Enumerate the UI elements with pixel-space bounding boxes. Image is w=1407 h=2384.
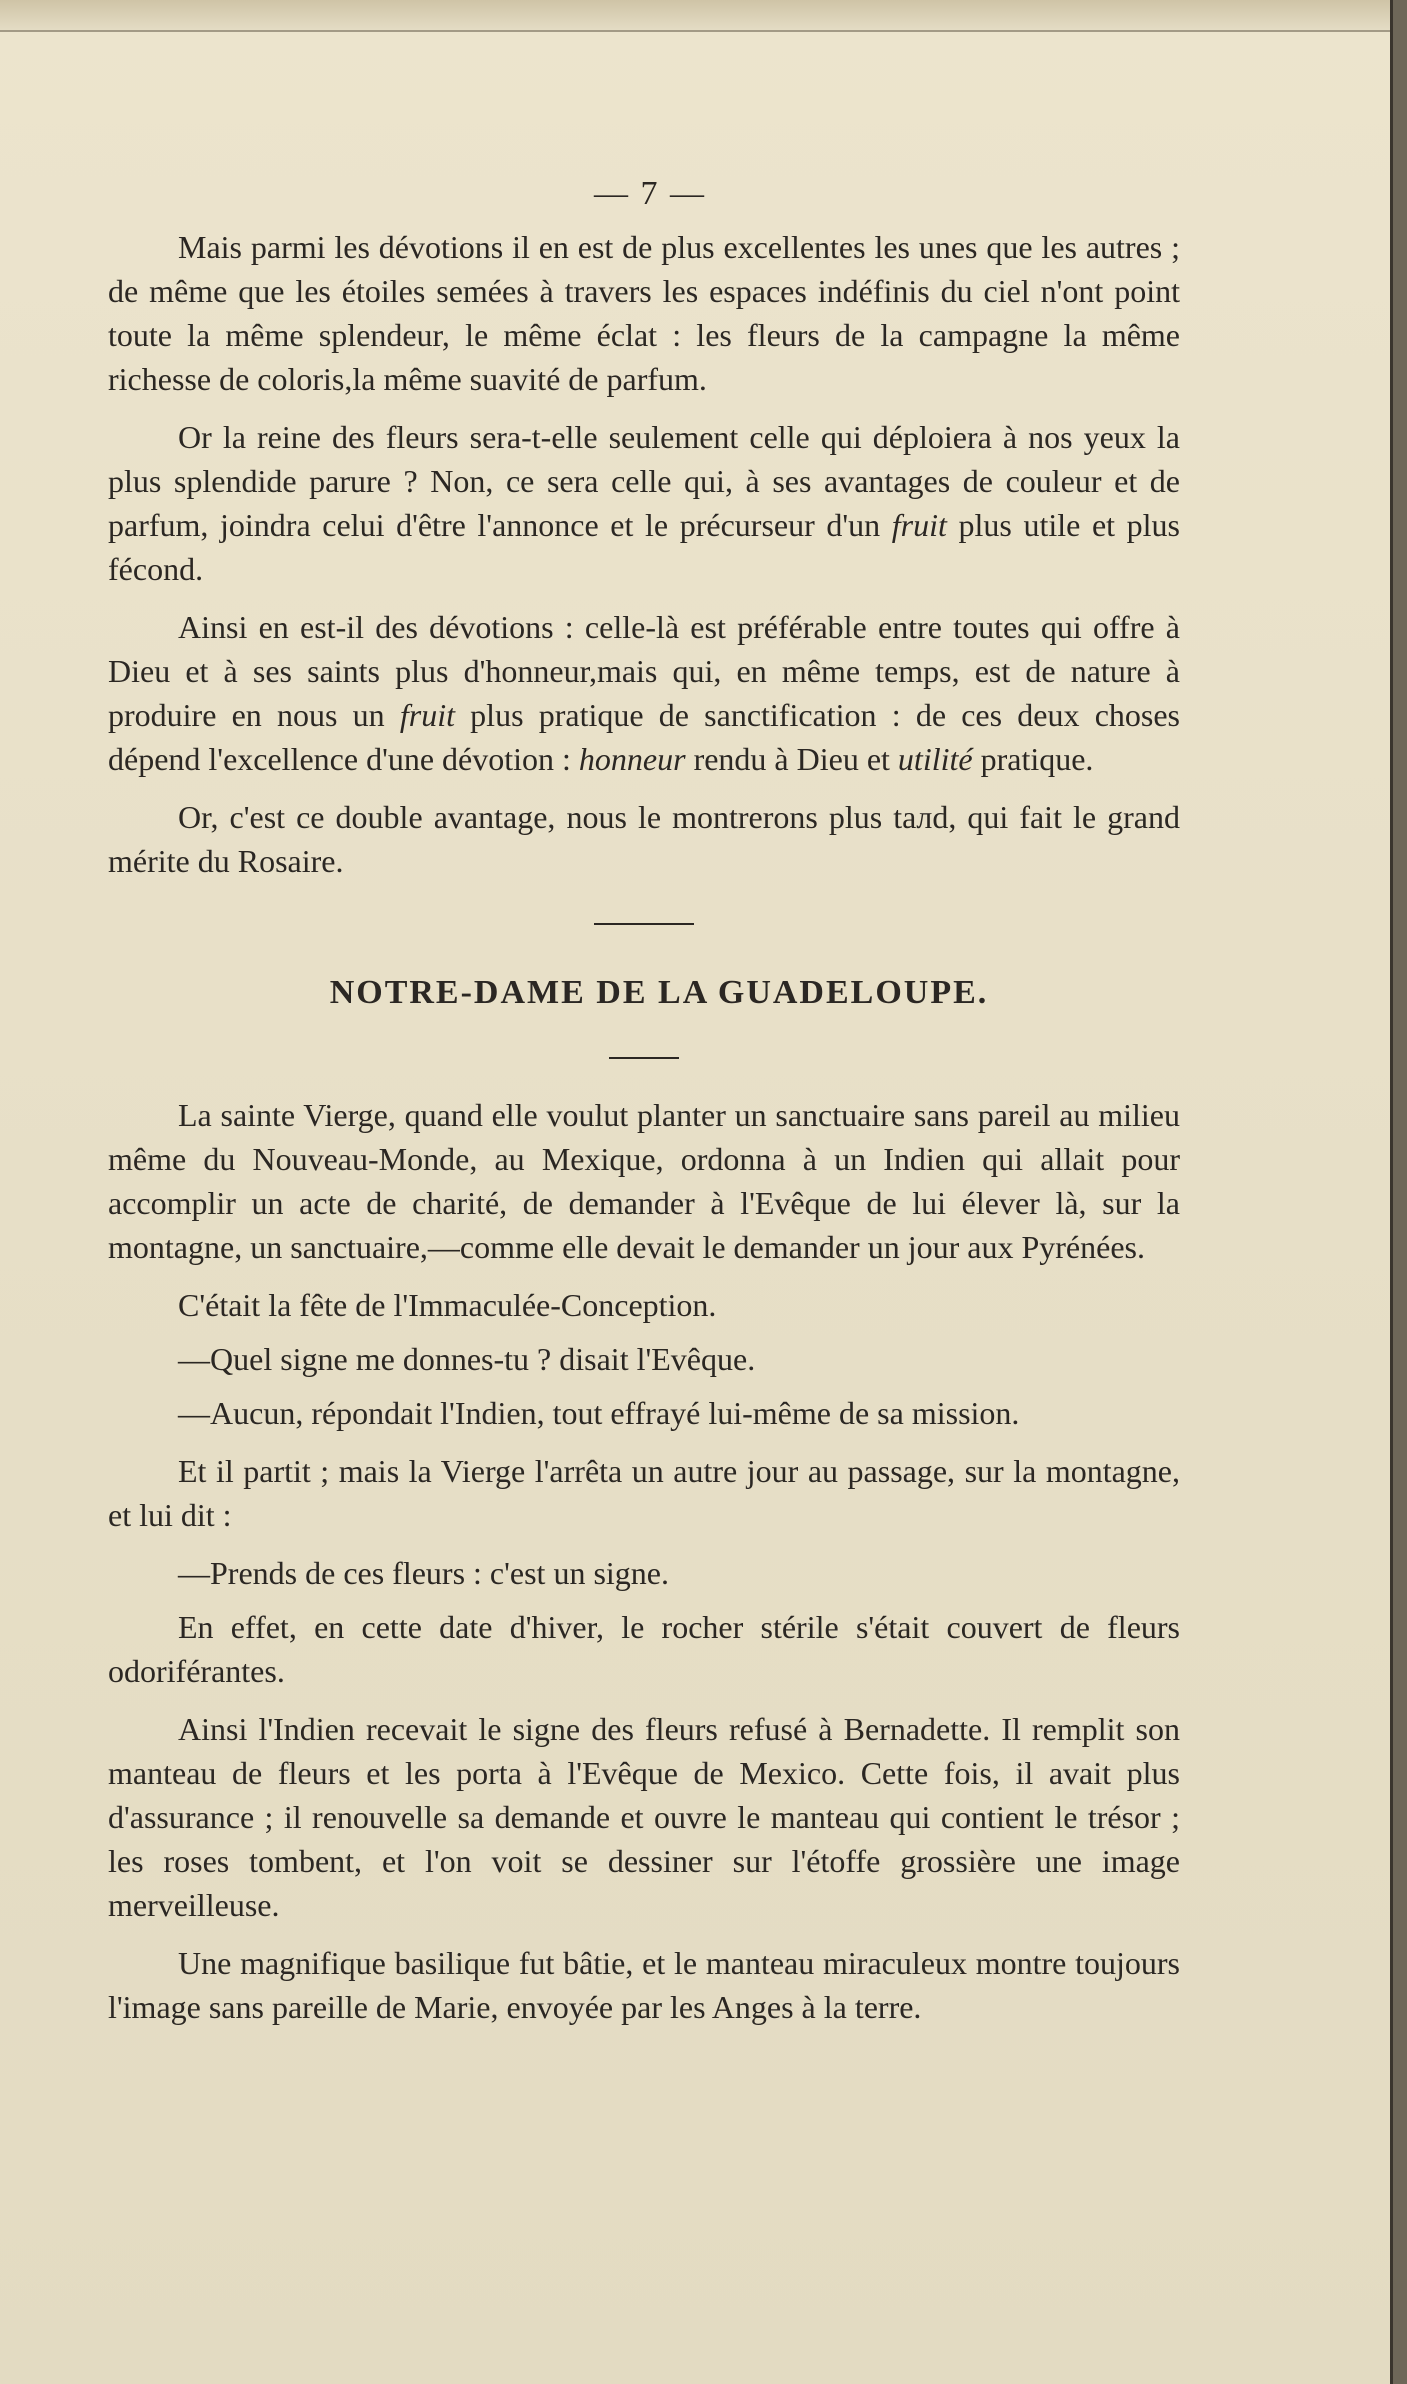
page-top-edge <box>0 0 1407 32</box>
page-body <box>108 225 1180 2043</box>
paragraph-4: Or, c'est ce double avantage, nous le montrerons plus taлd, qui fait le grand mérite du Rosaire. <box>108 799 1180 879</box>
paragraph-9: Et il partit ; mais la Vierge l'arrêta un autre jour au passage, sur la montagne, et lui dit : <box>108 1453 1180 1533</box>
paragraph-5: La sainte Vierge, quand elle voulut planter un sanctuaire sans pareil au milieu même du Nouveau-Monde, au Mexique, ordonna à un Indien qui allait pour accomplir un acte de charité, de demander à l'Evêque de lui élever là, sur la montagne, un sanctuaire,—comme elle devait le demander un jour aux Pyrénées. <box>108 1097 1180 1265</box>
paragraph-11: En effet, en cette date d'hiver, le rocher stérile s'était couvert de fleurs odoriférantes. <box>108 1609 1180 1689</box>
paragraph-7: —Quel signe me donnes-tu ? disait l'Evêque. <box>178 1341 756 1377</box>
title-underline <box>609 1057 679 1059</box>
page-number: — 7 — <box>594 175 706 212</box>
paragraph-2: Or la reine des fleurs sera-t-elle seulement celle qui déploiera à nos yeux la plus splendide parure ? Non, ce sera celle qui, à ses avantages de couleur et de parfum, joindra celui d'être l'annonce et le précurseur d'un fruit plus utile et plus fécond. <box>108 419 1181 587</box>
paragraph-12: Ainsi l'Indien recevait le signe des fleurs refusé à Bernadette. Il remplit son manteau de fleurs et les porta à l'Evêque de Mexico. Cette fois, il avait plus d'assurance ; il renouvelle sa demande et ouvre le manteau qui contient le trésor ; les roses tombent, et l'on voit se dessiner sur l'étoffe grossière une image merveilleuse. <box>108 1711 1180 1923</box>
page-binding-edge <box>1390 0 1407 2384</box>
paragraph-13: Une magnifique basilique fut bâtie, et le manteau miraculeux montre toujours l'image sans pareille de Marie, envoyée par les Anges à la terre. <box>108 1945 1180 2025</box>
paragraph-1: Mais parmi les dévotions il en est de plus excellentes les unes que les autres ; de même que les étoiles semées à travers les espaces indéfinis du ciel n'ont point toute la même splendeur, le même éclat : les fleurs de la campagne la même richesse de coloris,la même suavité de parfum. <box>108 229 1180 397</box>
paragraph-6: C'était la fête de l'Immaculée-Conception. <box>178 1287 717 1323</box>
paragraph-8: —Aucun, répondait l'Indien, tout effrayé lui-même de sa mission. <box>178 1395 1020 1431</box>
section-title: NOTRE-DAME DE LA GUADELOUPE. <box>329 974 989 1011</box>
paragraph-10: —Prends de ces fleurs : c'est un signe. <box>178 1555 669 1591</box>
paragraph-3: Ainsi en est-il des dévotions : celle-là est préférable entre toutes qui offre à Dieu et à ses saints plus d'honneur,mais qui, en même temps, est de nature à produire en nous un fruit plus pratique de sanctification : de ces deux choses dépend l'excellence d'une dévotion : honneur rendu à Dieu et utilité pratique. <box>108 609 1181 777</box>
section-divider <box>594 923 694 925</box>
